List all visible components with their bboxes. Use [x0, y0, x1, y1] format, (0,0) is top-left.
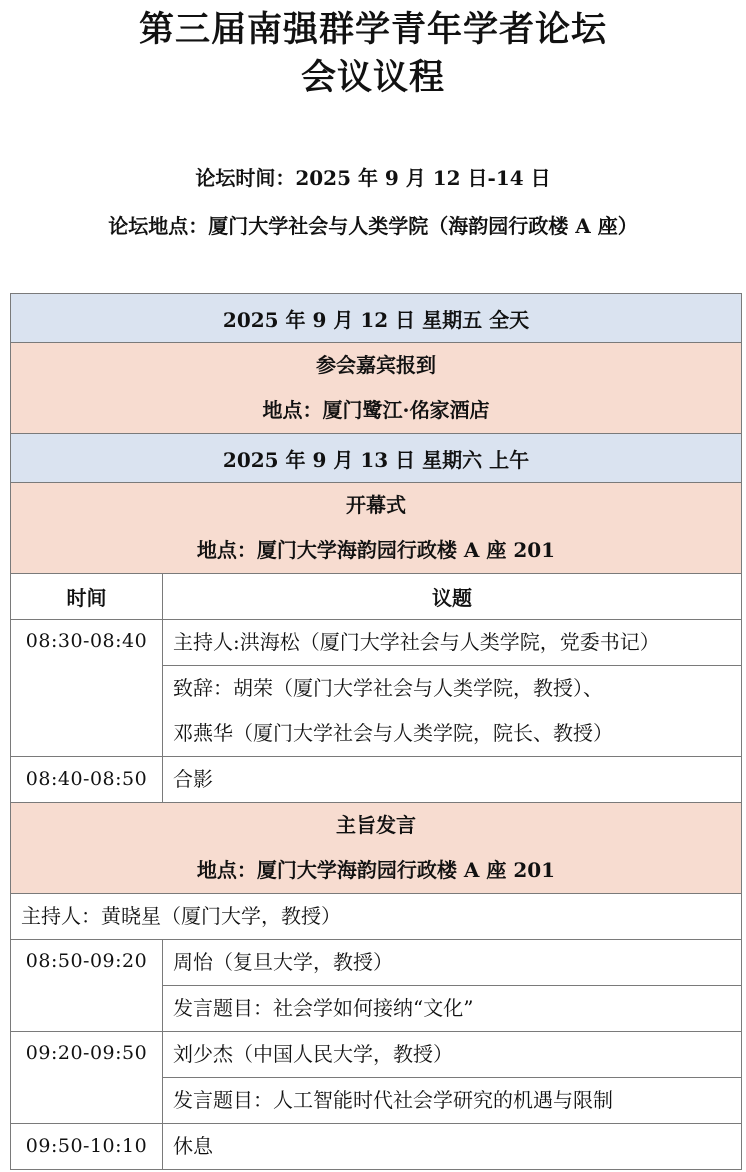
registration-title: 参会嘉宾报到 [316, 353, 436, 377]
keynote-title: 主旨发言 [336, 813, 416, 837]
column-header-time: 时间 [11, 574, 163, 620]
keynote-host: 主持人：黄晓星（厦门大学，教授） [11, 894, 742, 940]
session-agenda [163, 1032, 742, 1124]
session-time: 09:20-09:50 [11, 1032, 163, 1124]
speaker-line: 周怡（复旦大学，教授） [173, 950, 393, 974]
opening-section [11, 483, 742, 574]
day1-header: 2025 年 9 月 12 日 星期五 全天 [11, 294, 742, 343]
session-time: 09:50-10:10 [11, 1124, 163, 1170]
table-row [11, 620, 742, 757]
forum-venue: 论坛地点：厦门大学社会与人类学院（海韵园行政楼 A 座） [108, 214, 638, 238]
table-row [11, 1032, 742, 1124]
document-subtitle: 会议议程 [300, 58, 445, 98]
opening-title: 开幕式 [346, 493, 406, 517]
keynote-location: 地点：厦门大学海韵园行政楼 A 座 201 [196, 858, 556, 882]
session-agenda [163, 620, 742, 757]
session-time: 08:50-09:20 [11, 940, 163, 1032]
column-header-topic: 议题 [163, 574, 742, 620]
registration-section [11, 343, 742, 434]
speaker-line: 刘少杰（中国人民大学，教授） [173, 1042, 453, 1066]
document-title: 第三届南强群学青年学者论坛 [138, 10, 607, 50]
session-time: 08:40-08:50 [11, 757, 163, 803]
session-agenda [163, 757, 742, 803]
session-agenda [163, 1124, 742, 1170]
agenda-line: 致辞：胡荣（厦门大学社会与人类学院，教授）、 [163, 665, 741, 711]
table-row [11, 940, 742, 1032]
agenda-line: 邓燕华（厦门大学社会与人类学院，院长、教授） [173, 721, 613, 745]
keynote-section [11, 803, 742, 894]
speech-topic-line: 发言题目：社会学如何接纳“文化” [163, 985, 741, 1031]
registration-location: 地点：厦门鹭江·佲家酒店 [262, 398, 490, 422]
day2-header: 2025 年 9 月 13 日 星期六 上午 [11, 434, 742, 483]
agenda-line: 合影 [173, 767, 213, 791]
table-row [11, 1124, 742, 1170]
break-line: 休息 [173, 1134, 213, 1158]
session-agenda [163, 940, 742, 1032]
session-time: 08:30-08:40 [11, 620, 163, 757]
forum-time: 论坛时间：2025 年 9 月 12 日-14 日 [195, 166, 551, 190]
table-row [11, 757, 742, 803]
opening-location: 地点：厦门大学海韵园行政楼 A 座 201 [196, 538, 556, 562]
speech-topic-line: 发言题目：人工智能时代社会学研究的机遇与限制 [163, 1077, 741, 1123]
agenda-line: 主持人:洪海松（厦门大学社会与人类学院，党委书记） [173, 630, 660, 654]
agenda-table [10, 293, 742, 1170]
